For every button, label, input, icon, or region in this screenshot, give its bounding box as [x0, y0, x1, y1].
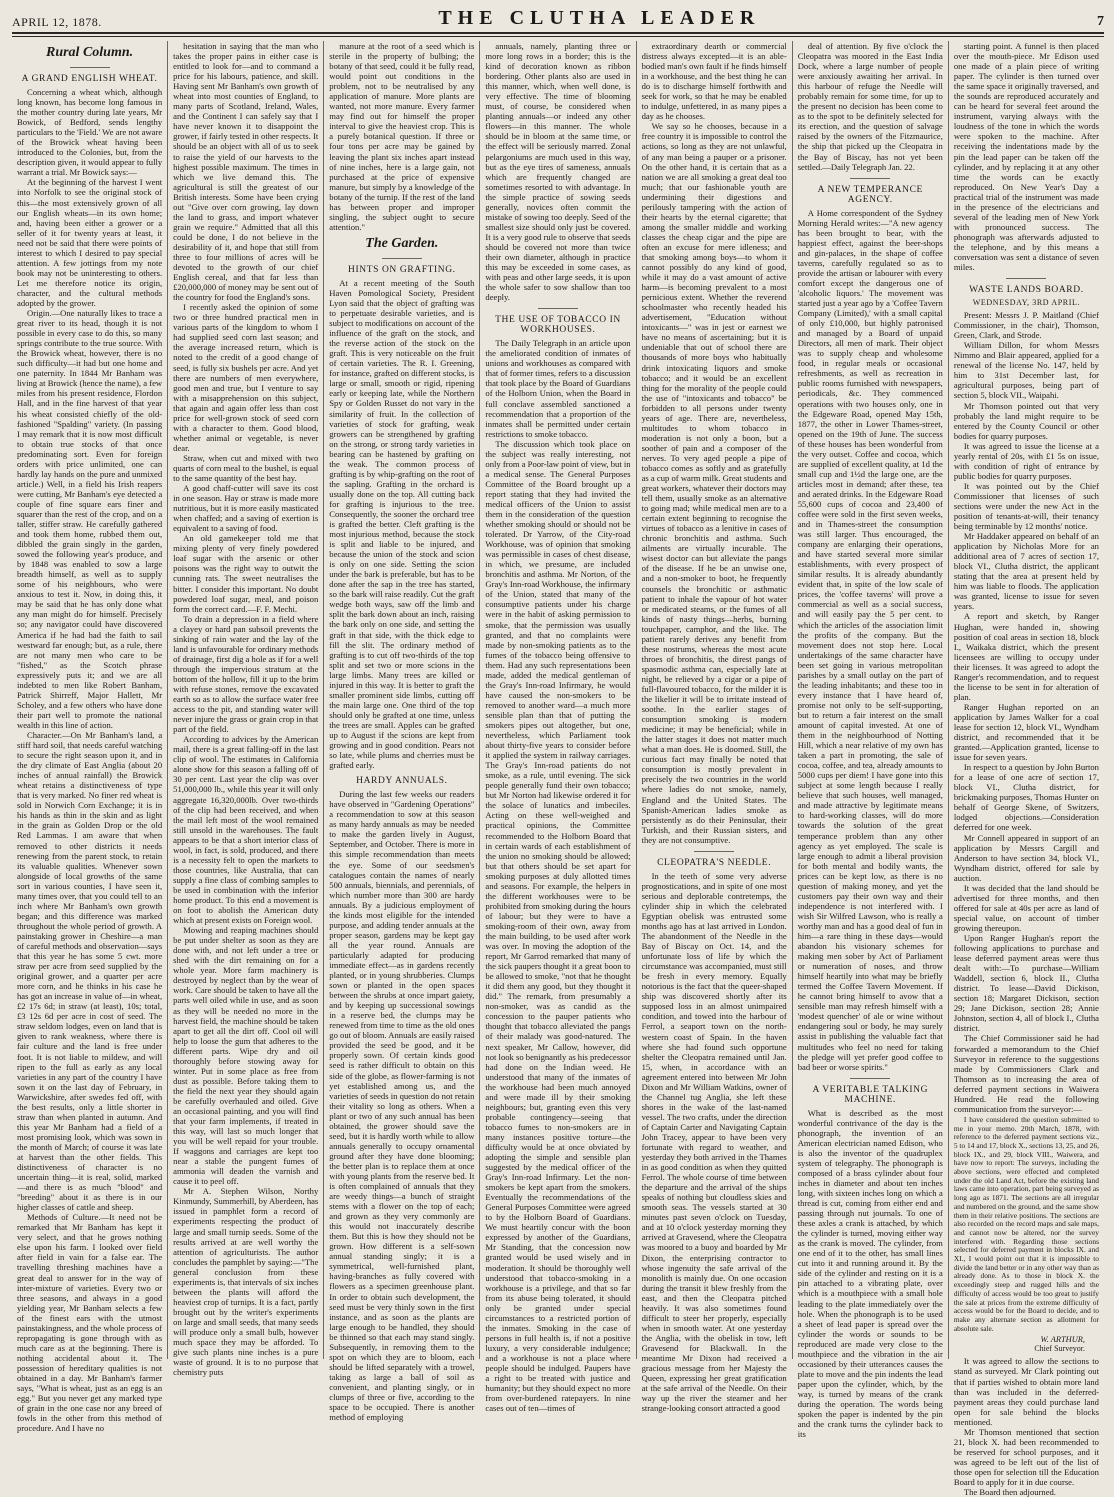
article-heading: A VERITABLE TALKING MACHINE.	[812, 1084, 929, 1105]
signature-name: W. ARTHUR,	[1040, 1335, 1085, 1345]
divider	[850, 178, 890, 179]
divider	[694, 851, 734, 852]
paragraph: Origin.—One naturally likes to trace a great river to its head, though it is not possible in every case to do this, so many springs contribute to the true source. With the Browick wheat, however, there is no such difficulty—it had but one home and one paternity. In 1844 Mr Banham was living at Browick (hence the name), a few miles from his present residence, Flordon Hall, and in the fine harvest of that year his wheat consisted chiefly of the old-fashioned "Spalding" variety. (In passing I may remark that it is now most difficult to obtain true stocks of that once predominating sort. Even for foreign orders with price unlimited, one can hardly lay hands on the pure and unmixed article.) Well, in a field his Irish reapers were cutting, Mr Banham's eye detected a couple of fine square ears finer and squarer than the rest of the crop, and on a taller, stiffer straw. He carefully gathered and took them home, rubbed them out, dibbled the grain singly in the garden, sowed the following year's produce, and by 1848 was enabled to sow a large breadth himself, as well as to supply some of his neighbours, who were anxious to test it. Now, in doing this, it may be said that he has only done what any man might do for himself. Precisely so; any navigator could have discovered America if he had had the faith to sail westward far enough; but, as a rule, there are not many men who care to be "fished," as the Scotch phrase expressively puts it; and we are all indebted to men like Robert Banham, Patrick Shirreff, Major Hallett, Mr Scholey, and a few others who have done their part well to promote the national wealth in this line of action.	[17, 308, 163, 730]
paragraph: Ranger Hughan reported on an application by James Walker for a coal lease for section 12, block VI., Wyndham district, and recommended that it be granted.—Application granted, license to issue for seven years.	[953, 701, 1099, 763]
paragraph: We say so he chooses, because in a free country it is impossible to control the actions, so long as they are not unlawful, of any man being a pauper or a prisoner. On the other hand, it is certain that as a nation we are all smoking a great deal too much; that our fashionable youth are undermining their digestions and perilously tampering with the action of their hearts by the eternal cigarette; that among the smaller middle and working classes the cheap cigar and the pipe are often an excuse for mere idleness; and that smoking among boys—to whom it cannot possibly do any kind of good, while it may do a vast amount of active harm—is becoming prevalent to a most pernicious extent. Whether the reverend schoolmaster who recently headed his advertisement, "Education without intoxicants—" was in jest or earnest we have no means of ascertaining; but it is undeniable that out of school there are thousands of more boys who habitually drink intoxicating liquors and smoke tobacco; and it would be an excellent thing for the morality of the people could the use of "intoxicants and tobacco" be forbidden to all persons under twenty years of age. There are, nevertheless, multitudes to whom tobacco in moderation is not only a boon, but a soother of pain and a composer of the nerves. To very aged people a pipe of tobacco comes as softly and as gratefully as a cup of warm milk. Great students and great workers, whatever their doctors may tell them, usually smoke as an alternative to going mad; while medical men are to a certain extent beginning to recognise the virtues of tobacco as a lenitive in cases of chronic bronchitis and asthma. Such ailments are virtually incurable. The wisest doctor can but alleviate the pangs of the disease. If he be an unwise one, and a non-smoker to boot, he frequently counsels the bronchitic or asthmatic patient to inhale the vapour of hot water or medicated steams, or the fumes of all kinds of nasty things—herbs, burning touchpaper, camphor, and the like. The patient rarely derives any benefit from these nostrums, whereas the most acute throes of bronchitis, the direst pangs of spasmodic asthma can, especially late at night, be relieved by a cigar or a pipe of full-flavoured tobacco, for the milder it is the likelier it will be to irritate instead of soothe. In the earlier stages of consumption smoking is modern medicine; it may be beneficial; while in the latter stages it does not matter much what a man does. He is doomed. Still, the curious fact may finally be noted that consumption is mostly prevalent in precisely the two countries in the world where ladies do not smoke, namely, England and the United States. The Spanish-American ladies smoke as persistently as do their Peninsular, their Turkish, and their Russian sisters, and they are not consumptive.	[641, 121, 787, 845]
column-5	[637, 41, 793, 1414]
divider	[850, 1078, 890, 1079]
paragraph: Mr Thomson pointed out that very probably the land might require to be entered by the County Council or other bodies for quarry purposes.	[953, 400, 1099, 441]
article-heading: WASTE LANDS BOARD.	[969, 285, 1084, 296]
article-heading: A GRAND ENGLISH WHEAT.	[21, 74, 158, 84]
column-1	[12, 41, 168, 1434]
paragraph: deal of attention. By five o'clock the Cleopatra was moored in the East India Dock, where a large number of people were anxiously awaiting her arrival. In this harbour of refuge the Needle will probably remain for some time, for up to the present no decision has been come to as to the spot to be definitely selected for its erection, and the question of salvage raised by the owners of the Fitzmaurice, the ship that picked up the Cleopatra in the Bay of Biscay, has not yet been settled.—Daily Telegraph Jan. 22.	[797, 41, 943, 172]
paragraph: In respect to a question by John Burton for a lease of one acre of section 17, block VI., Clutha district, for brickmaking purposes, Thomas Hunter on behalf of George Skene, of Switzers, lodged objections.—Consideration deferred for one week.	[953, 762, 1099, 833]
paragraph: Methods of Culture.—It need not be remarked that Mr Banham has kept it very select, and that he grows nothing else upon his farm. I looked over field after field in vain for a false ear. The travelling threshing machines have a great deal to answer for in the way of inter-mixture of varieties. Every two or three seasons, and always in a good yielding year, Mr Banham selects a few of the finest ears with the utmost painstakingness, and the whole process of repropagating is gone through with as much care as at the beginning. There is nothing accidental about it. The possession of hereditary qualities is not obtained in a day. Mr Banham's farmer says, "What is wheat, just as an egg is an egg." But you never get any marked type of grain in the one case nor any breed of fowls in the other from this method of procedure. And I have no	[17, 1212, 163, 1434]
column-3	[324, 41, 480, 1423]
divider	[70, 67, 110, 68]
paragraph: What is described as the most wonderful contrivance of the day is the phonograph, the invention of an American electrician named Edison, who is also the inventor of the quadruplex system of telegraphy. The phonograph is composed of a brass cylinder about four inches in diameter and about ten inches long, with sixteen inches long on which a thread is cut, coming from either end and passing through nut journals. To one of these axles a crank is attached, by which the cylinder is turned, moving either way as the crank is moved. The cylinder, from one end of it to the other, has small lines cut into it and running around it. By the side of the cylinder and resting on it is a pin attached to a vibrating plate, over which is a mouthpiece with a small hole leading to the plate immediately over the hole. When the phonograph is to be used a sheet of lead paper is spread over the cylinder the words or sounds to be reproduced are made very close to the mouthpiece and the vibration in the air occasioned by their utterances causes the plate to move and the pin indents the lead paper upon the cylinder, which, by the way, is turned by means of the crank during the operation. The words being spoken the paper is indented by the pin and the crank turns the cylinder back to its	[797, 1107, 943, 1440]
paragraph: extraordinary dearth or commercial distress always excepted—it is an able-bodied man's own fault if he finds himself in a workhouse, and the best thing he can do is to discharge himself forthwith and seek for work, so that he may be enabled to indulge, unfettered, in as many pipes a day as he chooses.	[641, 41, 787, 122]
column-4	[480, 41, 636, 1414]
paragraph: The Board then adjourned.	[963, 1487, 1056, 1497]
paragraph: Mr Haddaker appeared on behalf of an application by Nicholas More for an additional area of 7 acres of section 17, block VI., Clutha district, the applicant stating that the area at present held by him was liable to floods. The application was granted, license to issue for seven years.	[953, 531, 1099, 612]
paragraph: Mowing and reaping machines should be put under shelter as soon as they are done with, and not left under a tree or shed with the dirt remaining on for a whole year. More farm machinery is destroyed by neglect than by the wear of work. Care should be taken to have all the parts well oiled while in use, and as soon as they will be needed no more in the harvest field, the machine should be taken apart to get all the dirt off. Cool oil will help to loose the gum that adheres to the different parts. Wipe dry and oil thoroughly before stowing away for winter. Put in some place as free from dust as possible. Before taking them to the field the next year they should again be carefully overhauled and oiled. Give an occasional painting, and you will find that your farm implements, if treated in this way, will last so much longer that you will be well repaid for your trouble. If waggons and carriages are kept too near a stable the pungent fumes of ammonia will deaden the varnish and cause it to peel off.	[173, 925, 319, 1187]
column-6	[793, 41, 949, 1440]
columns	[12, 41, 1104, 1497]
paragraph: According to advices by the American mail, there is a great falling-off in the last clip of wool. The estimates in California alone show for this season a falling off of 30 per cent. Last year the clip was over 51,000,000 lb., while this year it will only aggregate 16,320,000lb. Over two-thirds of the clip had been received, and when the mail left most of the wool remained still unsold in the warehouses. The fault appears to be that a short interior class of wool, in fact, is sold, produced, and there is a necessity felt to open the markets to those countries, like Australia, that can supply a fine class of combing samples to be used in combination with the inferior home product. To this end a movement is on foot to abolish the American duty which at present exists on Foreign wool.	[173, 734, 319, 926]
paragraph: In the teeth of some very adverse prognostications, and in spite of one most serious and deplorable contretemps, the cylinder ship in which the celebrated Egyptian obelisk was entrusted some months ago has at last arrived in London. The abandonment of the Needle in the Bay of Biscay on Oct. 14, and the unfortunate loss of life by which the circumstance was accompanied, must still be fresh in every memory. Equally notorious is the fact that the queer-shaped ship was discovered shortly after its supposed loss in an almost unimpaired condition, and towed into the harbour of Ferrol, a seaport town on the north-western coast of Spain. In the haven where she had found such opportune shelter the Cleopatra remained until Jan. 15, when, in accordance with an agreement entered into between Mr John Dixon and Mr William Watkins, owner of the Channel tug Anglia, she left these shores in the wake of the last-named vessel. The two crafts, under the direction of Captain Carter and Navigating Captain John Tracey, appear to have been very fortunate with regard to weather, and yesterday they both arrived in the Thames in as good condition as when they quitted Ferrol. The whole course of time between the departure and the arrival of the ships speaks of nothing but cloudless skies and smooth seas. The vessels started at 30 minutes past seven o'clock on Tuesday, and at 10 o'clock yesterday morning they arrived at Gravesend, where the Cleopatra was moored to a buoy and boarded by Mr Dixon, the enterprising contractor to whose ingenuity the safe arrival of the monolith is mainly due. On one occasion during the transit it blew freshly from the east, and then the Cleopatra pitched heavily. It was also sometimes found difficult to steer her properly, especially when in smooth water. At one yesterday the Anglia, with the obelisk in tow, left Gravesend for Blackwall. In the meantime Mr Dixon had received a gracious message from her Majesty the Queen, expressing her great gratification at the safe arrival of the Needle. On their way up the river the steamer and her strange-looking consort attracted a good	[641, 870, 787, 1414]
masthead-rule	[12, 36, 1104, 37]
paragraph: Straw, when cut and mixed with two quarts of corn meal to the bushel, is equal to the same quantity of the best hay.	[173, 452, 319, 484]
divider	[382, 258, 422, 259]
newspaper-title: THE CLUTHA LEADER	[438, 7, 761, 29]
paragraph: Mr A. Stephen Wilson, Northy Kinmundy, Summerhill, by Aberdeen, has issued in pamphlet form a record of experiments respecting the product of large and small turnip seeds. Some of the results arrived at are well worthy the attention of agriculturists. The author concludes the pamphlet by saying:—"The general conclusion from these experiments is, that intervals of six inches between the plants will afford the heaviest crop of turnips. It is a fact, partly brought out by the writer's experiments on large and small seeds, that many seeds will produce only a small bulb, however much space they may be afforded. To give such plants nine inches is a pure waste of ground. It is to no purpose that chemistry puts	[173, 1186, 319, 1378]
article-heading: HINTS ON GRAFTING.	[348, 264, 456, 275]
paragraph: It was pointed out by the Chief Commissioner that licenses of such sections were under the new Act in the position of tenants-at-will, their tenancy being terminable by 12 months' notice.	[953, 480, 1099, 532]
paragraph: It was agreed to allow the sections to stand as surveyed. Mr Clark pointing out that if parties wished to obtain more land than was included in the deferred-payment areas they could purchase land open for sale behind the blocks mentioned.	[953, 1356, 1099, 1427]
paragraph: starting point. A funnel is then placed over the mouth-piece. Mr Edison used one made of a plain piece of writing paper. The cylinder is then turned over the same space it originally traversed, and the sounds are reproduced accurately and can be heard for several feet around the instrument, varying always with the loudness of the tone in which the words were spoken to the machine. After receiving the indentations made by the pin the lead paper can be taken off the cylinder, and by replacing it at any other time the words can be exactly reproduced. On New Year's Day a practical trial of the instrument was made in the presence of the electricians and several of the leading men of New York with pronounced success. The phonograph was afterwards adjusted to the telephone, and by this means a conversation was sent a distance of seven miles.	[953, 41, 1099, 273]
section-title-garden: The Garden.	[365, 235, 439, 251]
paragraph: It was decided that the land should be advertised for three months, and then offered for sale at 40s per acre as land of special value, on account of timber growing thereupon.	[953, 882, 1099, 933]
page-number: 7	[1096, 14, 1104, 29]
paragraph: At a recent meeting of the South Haven Pomological Society, President Lyon said that the object of grafting was to perpetuate desirable varieties, and is subject to modifications on account of the influence of the graft on the stock, and the reverse action of the stock on the graft. This is very noticeable on the fruit of certain varieties. The R. I. Greening, for instance, grafted on different stocks, is large or small, smooth or rigid, ripening early or keeping late, while the Northern Spy or Golden Russet do not vary in the similarity of fruit. In the collection of varieties of stock for grafting, weak growers can be strengthened by grafting on the strong, or strong tardy varieties in bearing can be hastened by grafting on the weak. The common process of grafting is by whip-grafting on the root of the sapling. Grafting in the orchard is usually done on the top. All cutting back for grafting is injurious to the tree. Consequently, the sooner the orchard tree is grafted the better. Cleft grafting is the most injurious method, because the stock is split and liable to be injured, and because the union of the stock and scion is only on one side. Setting the scion under the bark is preferable, but has to be done after the sap in the tree has started, so the bark will raise readily. Cut the graft wedge both ways, saw off the limb and split the bark down about an inch, raising the bark only on one side, and setting the graft in that side, with the thick edge to fill the slit. The ordinary method of grafting is to cut off two-thirds of the top split and set two or more scions in the large limbs. Many trees are killed or injured in this way. It is better to graft the smaller prominent side limbs, cutting off the main large one. One third of the top should only be grafted at one time, unless the trees are small. Apples can be grafted up to August if the scions are kept from growing and in good condition. Pears not so late, while plums and cherries must be grafted early.	[329, 277, 475, 771]
paragraph: Character.—On Mr Banham's land, a stiff hard soil, that needs careful watching to secure the right season upon it, and in the dry climate of East Anglia (about 20 inches of annual rainfall) the Browick wheat retains a distinctiveness of type that is very marked. No finer red wheat is sold in Norwich Corn Exchange; it is in his hands as thin in the skin and as light in the grain as Golden Drop or the old Red Lammas. I am aware that when removed to other districts it needs renewing from the parent stock, to retain its valuable qualities. Whenever sown alongside of local growths of the same sort in various counties, I have seen it, many times over, that you could tell to an inch where Mr Banham's own growth began; and this difference was marked throughout the whole period of growth. A painstaking grower in Cheshire—a man of careful methods and observation—says that this year he has some 5 cwt. more straw per acre from seed supplied by the original grower, and a quarter per acre more corn, and he thinks in his case he has got an increase in value of—in wheat, £2 17s 6d; in straw (at least), 10s; total, £3 12s 6d per acre in cost of seed. The straw seldom lodges, even on land that is given to rank weakness, where there is fair culture and the land is free under foot. It is not liable to mildew, and will ripen to the full as early as any local varieties in any part of the country I have sown it on the last day of February, in Warwickshire, after swedes fed off, with the best results, only a little shorter in straw than when planted in autumn. And this year Mr Banham had a field of a most promising look, which was sown in the month of March; of course it was late at harvest than the other fields. This distinctiveness of character is no uncertain thing—it is real, solid, marked—and there is as much "blood" and "breeding" about it as there is in our higher classes of cattle and sheep.	[17, 730, 163, 1213]
paragraph: Mr Thomson mentioned that section 21, block X. had been recommended to be reserved for school purposes, and it was agreed to be left out of the list of those open for selection till the Education Board to apply for it in due course.	[953, 1426, 1099, 1487]
article-subheading: WEDNESDAY, 3RD APRIL.	[972, 298, 1081, 308]
divider	[1006, 278, 1046, 279]
paragraph: annuals, namely, planting three or more long rows in a border; this is the kind of decoration known as ribbon bordering. Other plants also are used in this manner, which, when well done, is very effective. The time of blooming must, of course, be considered when planting annuals—or indeed any other flowers—in this manner. The whole should be in bloom at the same time, or the effect will be seriously marred. Zonal pelargoniums are much used in this way, but as the eye tires of sameness, annuals which are frequently changed are sometimes resorted to with advantage. In the simple practice of sowing seeds generally, novices often commit the mistake of sowing too deeply. Seed of the smallest size should only just be covered. It is a very good rule to observe that seeds should be covered not more than twice their own diameter, although in practice this may be exceeded in some cases, as with peas and other large seeds, it is upon the whole safer to sow shallow than too deeply.	[485, 41, 631, 303]
paragraph: Upon Ranger Hughan's report the following applications to purchase and lease deferred payment areas were thus dealt with:—To purchase—William Waddell, section 6, block II., Clutha district. To lease—David Dickison, section 18; Margaret Dickison, section 29; Jane Dickison, section 28; Annie Johnston, section 4, all of block I., Clutha district.	[953, 932, 1099, 1034]
paragraph: I recently asked the opinion of some two or three hundred practical men in various parts of the kingdom to whom I had supplied seed corn last season; and the average increased return, which is noted to the credit of a good change of seed, is fully six bushels per acre. And yet there are numbers of men everywhere, good men and true, but I venture to say with a misapprehension on this subject, that again and again offer less than cost price for well-grown stock of seed corn with a character to them. Good blood, whether animal or vegetable, is never dear.	[173, 302, 319, 453]
paragraph: The Chief Commissioner said he had forwarded a memorandum to the Chief Surveyor in reference to the suggestions made by Commissioners Clark and Thomson as to increasing the area of deferred payment sections in Waiwera Hundred. He read the following communication from the surveyor:—	[953, 1033, 1099, 1114]
paragraph: Concerning a wheat which, although long known, has become long famous in the mother country during late years, Mr Bowick, of Bedford, sends lengthy particulars to the 'Field.' We are not aware of the Browick wheat having been introduced to the Colonies, but, from the description given, it would appear to fully warrant a trial. Mr Bowick says:—	[17, 87, 163, 178]
article-heading: THE USE OF TOBACCO IN WORKHOUSES.	[495, 315, 621, 336]
article-heading: CLEOPATRA'S NEEDLE.	[657, 857, 772, 868]
paragraph: The discussion which took place on the subject was really interesting, not only from a Poor-law point of view, but in a medical sense. The General Purposes Committee of the Board brought up a report stating that they had invited the medical officers of the Union to assist them in the consideration of the question whether smoking should or should not be tolerated. Dr Yarrow, of the City-road Workhouse, was of opinion that smoking was permissible in cases of chest disease, in which, we presume, are included bronchitis and asthma. Mr Norton, of the Gray's Inn-road Workhouse, the infirmary of the Union, stated that many of the consumptive patients under his charge were in the habit of asking permission to smoke, that the permission was usually granted, and that no complaints were made by non-smoking patients as to the fumes of the tobacco being offensive to them. Had any such representations been made, added the medical gentleman of the Gray's Inn-road Infirmary, he would have caused the non-smokers to be removed to another ward—a much more sensible plan than that of putting the smokers pipes out altogether, but one, nevertheless, which Parliament took about thirty-five years to consider before it applied the system in railway carriages. The Gray's Inn-road patients do not smoke, as a rule, until evening. The sick people generally fund their own tobacco; but Mr Norton had likewise ordered it for the solace of lunatics and imbeciles. Acting on these well-weighed and practical opinions, the Committee recommended to the Holborn Board that in certain wards of each establishment of the union no smoking should be allowed; but that others should be set apart for smoking purposes at duly allotted times and seasons. For example, the helpers in the different workhouses were to be prohibited from smoking during the hours of labour; but they were to have a smoking-room of their own, away from the main building, to be used after work was over. In moving the adoption of the report, Mr Garrod remarked that many of the sick paupers thought it a great boon to be allowed to smoke, "not that he thought it did them any good, but they thought it did." The remark, from presumably a non-smoker, was as candid as the concession to the pauper patients who thought that tobacco alleviated the pangs of their malady was good-natured. The next speaker, Mr Callow, however, did not look so benignantly as his predecessor had done on the Indian weed. He understood that many of the inmates of the workhouse had been much annoyed and were made ill by their smoking neighbours; but, granting even this very probable contingency—seeing that tobacco fumes to non-smokers are in many instances positive torture—the difficulty would be at once obviated by adopting the simple and sensible plan suggested by the medical officer of the Gray's Inn-road Infirmary. Let the non-smokers be kept apart from the smokers. Eventually the recommendations of the General Purposes Committee were agreed to by the Holborn Board of Guardians. We must heartily concur with the boon expressed by another of the Guardians, Mr Standing, that the concession now granted would be used wisely and in moderation. It should be thoroughly well understood that tobacco-smoking in a workhouse is a privilege, and that so far from its abuse being tolerated, it should only be granted under special circumstances to a restricted portion of the inmates. Smoking in the case of persons in full health is, if not a positive luxury, a very considerable indulgence; and a workhouse is not a place where people should be indulged. Paupers have a right to be treated with justice and humanity; but they should expect no more from over-burdened ratepayers. In nine cases out of ten—times of	[485, 438, 631, 1414]
masthead	[12, 6, 1104, 34]
paragraph: manure at the root of a seed which is sterile in the property of bulbing; the botany of that seed, could it be fully read, would point out conditions in the problem, not to be neutralised by any application of manure. More plants are wanted, not more manure. Every farmer may find out for himself the proper interval to give the heaviest crop. This is a purely botanical question. If three or four tons per acre may be gained by leaving the plant six inches apart instead of nine inches, here is a large gain, not purchased at the price of expensive manure, but simply by a knowledge of the botany of the turnip. If the rest of the land has between proper and improper singling, the subject ought to secure attention."	[329, 41, 475, 232]
paragraph: It was agreed to issue the license at a yearly rental of 20s, with £1 5s on issue, with condition of right of entrance by public bodies for quarry purposes.	[953, 440, 1099, 481]
signature-title: Chief Surveyor.	[1034, 1344, 1085, 1354]
section-title-rural: Rural Column.	[45, 45, 134, 60]
column-2	[168, 41, 324, 1378]
paragraph: A Home correspondent of the Sydney Morning Herald writes:—"A new agency has been brought to bear, with the happiest effect, against the beer-shops and gin-palaces, in the shape of coffee taverns, carefully regulated so as to provide the artisan or labourer with every comfort except the dangerous one of 'alcoholic liquors.' The movement was started just a year ago by a 'Coffee Tavern Company (Limited),' with a small capital of only £10,000, but highly patronised and managed by a Board of unpaid Directors, all men of mark. Their object was to supply cheap and wholesome food, in regular meals or occasional refreshments, as well as recreation in public rooms furnished with newspapers, periodicals, &c. They commenced operations with two houses only, one in the Edgeware Road, opened May 15th, 1877, the other in Lower Thames-street, opened on the 19th of June. The success of these houses has been wonderful from the very outset. Coffee and cocoa, which are supplied of excellent quality, at 1d the small cup and 1½d the large one, are the articles most in demand; after these, tea and aerated drinks. In the Edgeware Road 55,600 cups of cocoa and 23,400 of coffee were sold in the first seven weeks, and in Thames-street the consumption was still larger. Thus encouraged, the company are enlarging their operations, and have started several more similar establishments, with every prospect of similar results. It is already abundantly evident that, in spite of the low scale of prices, the 'coffee taverns' will prove a commercial as well as a social success, and will easily pay the 5 per cent. to which the articles of the association limit the profits of the company. But the movement does not stop here. Local undertakings of the same character have been set going in various metropolitan parishes by a small outlay on the part of the leading inhabitants; and these too in every instance that I have heard of, promise not only to be self-supporting, but to return a fair interest on the small amount of capital invested. At one of them in the neighbourhood of Notting Hill, which a near relative of my own has taken a part in promoting, the sale of cocoa, coffee, and tea, already amounts to 5000 cups per diem! I have gone into this subject at some length because I really believe that such houses, well managed, and made attractive by legitimate means to hard-working classes, will do more towards the solution of the great temperance problem than any other agency as yet employed. The scale is large enough to admit a liberal provision for both mental and bodily wants, the prices can be kept low, as there is no question of making money, and yet the customers pay their own way and their independence is not interfered with. I wish Sir Wilfred Lawson, who is really a worthy man and has a good deal of fun in him—a rare thing in these days—would abandon his visionary schemes for making men sober by Act of Parliament or numeration of noses, and throw himself heartily into what may be briefly termed the Coffee Tavern Movement. If he cannot bring himself to avow that a sensible man may refresh himself with a 'modest quencher' of ale or wine without endangering soul or body, he may surely assist in publishing the valuable fact that multitudes who feel no need for taking the pledge will yet prefer good coffee to bad beer or worse spirits."	[797, 207, 943, 1072]
paragraph: During the last few weeks our readers have observed in "Gardening Operations" a recommendation to sow at this season as many hardy annuals as may be needed to make the garden lively in August, September, and October. There is more in this simple recommendation than meets the eye. Some of our seedsmen's catalogues contain the names of nearly 500 annuals, biennials, and perennials, of which number more than 300 are hardy annuals. By a judicious employment of the kinds most eligible for the intended purpose, and adding tender annuals at the proper season, gardens may be kept gay all the year round. Annuals are particularly adapted for producing immediate effect—as in gardens recently planted, or in young shrubberies. Clumps sown or planted in the open spaces between the shrubs at once impart gaiety, and by keeping up successional sowings in a reserve bed, the clumps may be renewed from time to time as the old ones go out of bloom. Annuals are easily raised provided the seed be good, and it be properly sown. Of certain kinds good seed is rather difficult to obtain on this side of the globe, as flower-farming is not yet established among us, and the varieties of seeds in question do not retain their vitality so long as others. When a plant or two of any such annual has been obtained, the grower should save the seed, but it is hardly worth while to allow annuals generally to occupy ornamental ground after they have done blooming; the better plan is to replace them at once with young plants from the reserve bed. It is often complained of annuals that they are weedy things—a bunch of straight stems with a flower on the top of each; and grown as they very commonly are this would not inaccurately describe them. But this is how they should not be grown. How different is a self-sown annual standing singly; it is a symmetrical, well-furnished plant, having-branches as fully covered with flowers as a specimen greenhouse plant. In order to obtain such development, the seed must be very thinly sown in the first instance, and as soon as the plants are large enough to be handled, they should be thinned so that each may stand singly. Subsequently, in removing them to the spot on which they are to bloom, each should be lifted separately with a trowel, taking as large a ball of soil as convenient, and planting singly, or in clumps of three or five, according to the space to be occupied. There is another method of employing	[329, 789, 475, 1423]
quoted-memo: I have considered the question submitted to me in your memo. 20th March, 1878, with reference to the deferred payment sections viz., 5 to 14 and 17, block X., sections 13, 25, and 26, block IX., and 29, block VIII., Waiwera, and have now to report: The surveys, including the above sections, were effected and completed under the old Land Act, before the existing land laws came into operation, part being surveyed as long ago as 1871. The sections are all irregular and numbered on the ground, and the same show them in their relative positions. The sections are also recorded on the record maps and sale maps, and cannot now be altered, nor the survey interfered with. Regarding those sections selected for deferred payment in blocks IX. and XI., I would point out that it is impossible to divide the land better or in any other way than as already done. As to those in block X. the exceedingly steep and rugged hills and the difficulty of access would be too great to justify the sale at prices from the extreme difficulty of access would be for the Board to decide, and to make any alternate section as allotment for absolute sale.	[953, 1114, 1099, 1333]
divider	[538, 308, 578, 309]
article-heading: A NEW TEMPERANCE AGENCY.	[817, 184, 923, 205]
paragraph: William Dillon, for whom Messrs Nimmo and Blair appeared, applied for a renewal of the license No. 147, held by him to 31st December last, for agricultural purposes, being part of section 5, block VII., Waipahi.	[953, 340, 1099, 401]
paragraph: A report and sketch, by Ranger Hughan, were handed in, showing position of coal areas in section 18, block I., Waikaka district, which the present licensees are willing to occupy under their licenses. It was agreed to adopt the Ranger's recommendation, and to request the license to be sent in for alteration of plan.	[953, 611, 1099, 702]
paragraph: hesitation in saying that the man who takes the proper pains in either case is entitled to look for—and to command a price for his labours, patience, and skill. Having sent Mr Banham's own growth of wheat into most counties of England, to many parts of Scotland, Ireland, Wales, and the Continent I can safely say that I have never known it to disappoint the grower, if fairly tested in other respects. It should be an object with all of us to seek to raise the yield of our harvests to the highest possible maximum. The times in which we live demand this. The agricultural is still the greatest of our British interests. Some have been crying out "Give over corn growing, lay down the land to grass, and import whatever grain we require." Admitted that all this could be done, I do not believe in the desirability of it, and hope that still from three to four millions of acres will be devoted to the growth of our chief English cereal, and that far less than £20,000,000 of money may be sent out of the country for food the England's sons.	[173, 41, 319, 303]
issue-date: APRIL 12, 1878.	[12, 15, 102, 29]
paragraph: An old gamekeeper told me that mixing plenty of very finely powdered loaf sugar with the arsenic or other poisons was the right way to outwit the cunning rats. The sweet neutralises the bitter. I consider this important. No doubt powdered loaf sugar, meal, and poison form the correct card.—F. F. Mechi.	[173, 533, 319, 614]
column-7	[949, 41, 1104, 1497]
paragraph: To drain a depression in a field where a clayey or hard pan subsoil prevents the sinking of rain water and the lay of the land is unfavourable for ordinary methods of drainage, first dig a hole as if for a well through the impervious stratum at the bottom of the hollow, fill it up to the brim with refuse stones, remove the excavated earth so as to allow the surface water free access to the pit, and standing water will never injure the grass or grain crop in that part of the field.	[173, 613, 319, 735]
article-heading: HARDY ANNUALS.	[356, 776, 448, 787]
paragraph: Present: Messrs J. P. Maitland (Chief Commissioner, in the chair), Thomson, Green, Clark, and Strode.	[953, 310, 1099, 341]
paragraph: At the beginning of the harvest I went into Norfolk to see the original stock of this—the most extensively grown of all our English wheats—in its own home; and, having been either a grower or a seller of it for twenty years at least, it need not be said that there were points of interest to which I desired to pay special attention. A few jottings from my note book may not be uninteresting to others. Let me therefore notice its origin, character, and the cultural methods adopted by the grower.	[17, 177, 163, 308]
paragraph: The Daily Telegraph in an article upon the ameliorated condition of inmates of unions and workhouses as compared with that of former times, refers to a discussion that took place by the Board of Guardians of the Holborn Union, when the Board in full conclave assembled sanctioned a recommendation that a proportion of the inmates shall be permitted under certain restrictions to smoke tobacco.	[485, 338, 631, 439]
paragraph: A good chaff-cutter will save its cost in one season. Hay or straw is made more nutritious, but it is more easily masticated when chaffed; and a saving of exertion is equivalent to a saving of food.	[173, 483, 319, 534]
paragraph: Mr Connell appeared in support of an application by Messrs Cargill and Anderson to have section 34, block VI., Wyndham district, offered for sale by auction.	[953, 832, 1099, 883]
